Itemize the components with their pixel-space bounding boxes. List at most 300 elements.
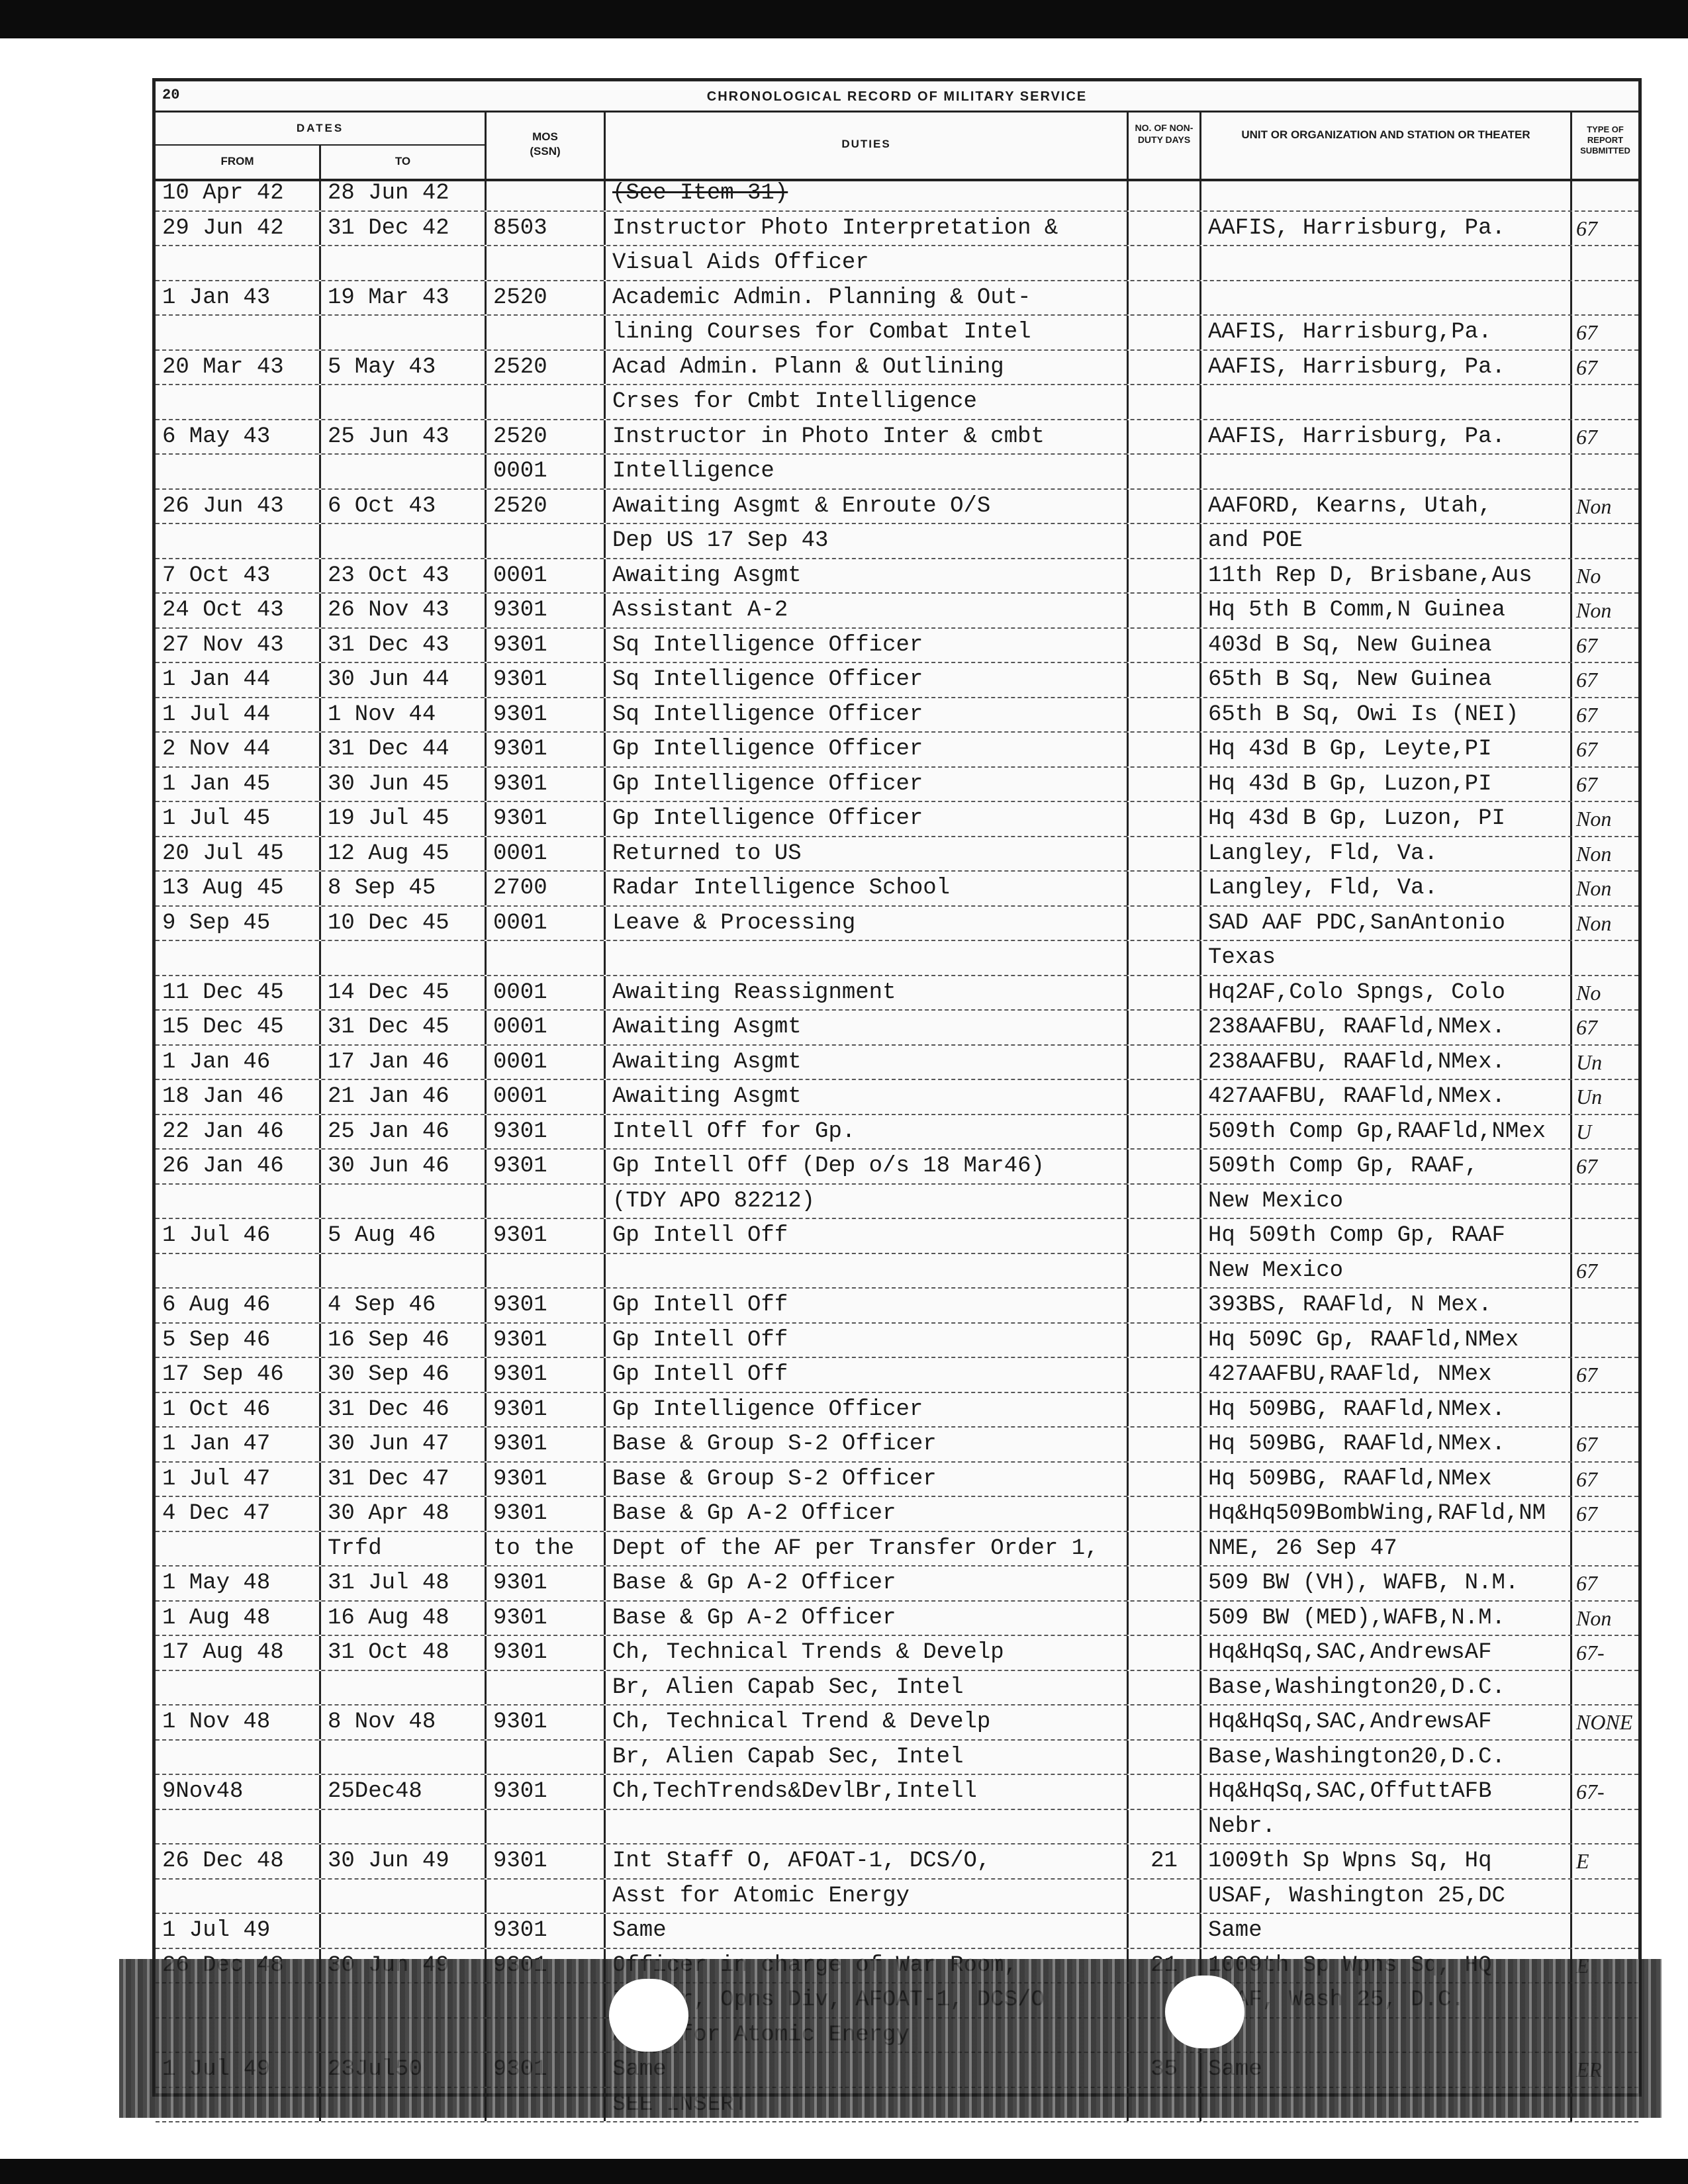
cell-mos: 0001 [487, 837, 606, 871]
table-row [156, 559, 1638, 594]
cell-to: 12 Aug 45 [321, 837, 487, 871]
header-non-duty-days: NO. OF NON-DUTY DAYS [1129, 113, 1201, 179]
cell-duties: Base & Gp A-2 Officer [606, 1602, 1129, 1635]
cell-duties: Gp Intelligence Officer [606, 1393, 1129, 1427]
cell-from [156, 1185, 321, 1218]
cell-report-type [1572, 1810, 1638, 1844]
cell-duties: Crses for Cmbt Intelligence [606, 385, 1129, 419]
cell-non-duty-days [1129, 1046, 1201, 1079]
cell-mos: 9301 [487, 1636, 606, 1670]
cell-to: 30 Jun 49 [321, 1844, 487, 1878]
cell-unit-station: NME, 26 Sep 47 [1201, 1532, 1572, 1566]
cell-from: 1 Aug 48 [156, 1602, 321, 1635]
cell-from: 4 Dec 47 [156, 1497, 321, 1531]
header-unit-station: UNIT OR ORGANIZATION AND STATION OR THEATER [1201, 113, 1572, 179]
cell-unit-station: 65th B Sq, Owi Is (NEI) [1201, 698, 1572, 732]
cell-non-duty-days [1129, 385, 1201, 419]
cell-to: 21 Jan 46 [321, 1080, 487, 1114]
cell-non-duty-days [1129, 1775, 1201, 1809]
cell-from: 1 May 48 [156, 1567, 321, 1600]
cell-unit-station: 509th Comp Gp,RAAFld,NMex [1201, 1115, 1572, 1149]
cell-from: 1 Jan 43 [156, 281, 321, 315]
cell-unit-station [1201, 246, 1572, 280]
cell-unit-station: 238AAFBU, RAAFld,NMex. [1201, 1011, 1572, 1044]
cell-mos: 9301 [487, 1428, 606, 1461]
cell-non-duty-days [1129, 1324, 1201, 1357]
cell-from [156, 1810, 321, 1844]
cell-report-type: Non [1576, 841, 1612, 866]
cell-mos: 0001 [487, 976, 606, 1010]
cell-non-duty-days [1129, 1358, 1201, 1392]
cell-mos [487, 1185, 606, 1218]
cell-report-type: E [1576, 1849, 1589, 1873]
cell-duties [606, 941, 1129, 975]
cell-to: 16 Aug 48 [321, 1602, 487, 1635]
cell-non-duty-days [1129, 872, 1201, 905]
cell-unit-station: 403d B Sq, New Guinea [1201, 629, 1572, 662]
cell-from: 1 Jan 47 [156, 1428, 321, 1461]
cell-mos [487, 1741, 606, 1774]
cell-mos: 0001 [487, 1080, 606, 1114]
cell-report-type [1572, 1914, 1638, 1948]
table-row [156, 1393, 1638, 1428]
cell-to: 26 Nov 43 [321, 594, 487, 627]
cell-non-duty-days [1129, 1219, 1201, 1253]
cell-to: 30 Jun 45 [321, 768, 487, 801]
cell-mos: 2520 [487, 351, 606, 385]
cell-mos: 9301 [487, 1289, 606, 1322]
table-row [156, 1358, 1638, 1393]
cell-mos: 9301 [487, 629, 606, 662]
cell-to: 8 Nov 48 [321, 1706, 487, 1739]
cell-non-duty-days [1129, 1671, 1201, 1705]
cell-report-type: No [1576, 563, 1601, 588]
table-row [156, 1602, 1638, 1637]
cell-report-type: 67 [1576, 1363, 1597, 1387]
cell-report-type: Non [1576, 876, 1612, 900]
cell-to: 23 Oct 43 [321, 559, 487, 593]
cell-mos: 2520 [487, 281, 606, 315]
cell-duties: Gp Intelligence Officer [606, 802, 1129, 836]
cell-from: 1 Jan 46 [156, 1046, 321, 1079]
cell-unit-station: and POE [1201, 524, 1572, 558]
cell-mos: 9301 [487, 1914, 606, 1948]
cell-report-type [1572, 941, 1638, 975]
cell-report-type: Non [1576, 494, 1612, 518]
cell-non-duty-days [1129, 1463, 1201, 1496]
cell-mos [487, 316, 606, 349]
header-mos [487, 113, 606, 179]
cell-to: 30 Jun 47 [321, 1428, 487, 1461]
cell-non-duty-days [1129, 1567, 1201, 1600]
cell-from: 1 Jul 44 [156, 698, 321, 732]
cell-duties: Radar Intelligence School [606, 872, 1129, 905]
cell-non-duty-days [1129, 1080, 1201, 1114]
cell-to: 6 Oct 43 [321, 490, 487, 523]
cell-to: 17 Jan 46 [321, 1046, 487, 1079]
cell-report-type: Non [1576, 807, 1612, 831]
cell-duties: Sq Intelligence Officer [606, 698, 1129, 732]
cell-duties: Academic Admin. Planning & Out- [606, 281, 1129, 315]
cell-to: 16 Sep 46 [321, 1324, 487, 1357]
cell-unit-station [1201, 455, 1572, 488]
cell-mos: 9301 [487, 1324, 606, 1357]
cell-report-type: 67 [1576, 668, 1597, 692]
cell-duties: Base & Group S-2 Officer [606, 1428, 1129, 1461]
cell-non-duty-days [1129, 246, 1201, 280]
table-row [156, 1706, 1638, 1741]
cell-duties: Base & Gp A-2 Officer [606, 1497, 1129, 1531]
cell-from: 1 Jan 44 [156, 663, 321, 697]
table-row [156, 212, 1638, 247]
table-row [156, 1497, 1638, 1532]
cell-unit-station: Hq 509BG, RAAFld,NMex [1201, 1463, 1572, 1496]
cell-from: 1 Oct 46 [156, 1393, 321, 1427]
cell-non-duty-days [1129, 1602, 1201, 1635]
cell-to: 31 Dec 47 [321, 1463, 487, 1496]
cell-mos: 9301 [487, 1219, 606, 1253]
cell-from: 26 Dec 48 [156, 1844, 321, 1878]
cell-non-duty-days [1129, 594, 1201, 627]
cell-unit-station: Hq 43d B Gp, Luzon, PI [1201, 802, 1572, 836]
cell-to: 31 Dec 46 [321, 1393, 487, 1427]
cell-from: 9 Sep 45 [156, 907, 321, 940]
cell-duties: Same [606, 1914, 1129, 1948]
cell-mos: 9301 [487, 1358, 606, 1392]
cell-duties: Instructor Photo Interpretation & [606, 212, 1129, 246]
cell-mos [487, 1810, 606, 1844]
cell-report-type: Un [1576, 1085, 1603, 1109]
table-row [156, 1254, 1638, 1289]
cell-mos: 9301 [487, 1150, 606, 1183]
cell-to: 10 Dec 45 [321, 907, 487, 940]
table-row [156, 1115, 1638, 1150]
cell-report-type: 67 [1576, 216, 1597, 240]
cell-from [156, 246, 321, 280]
cell-report-type: 67 [1576, 1571, 1597, 1595]
header-duties: DUTIES [606, 113, 1129, 179]
table-row [156, 246, 1638, 281]
cell-from [156, 524, 321, 558]
cell-unit-station [1201, 385, 1572, 419]
table-row [156, 733, 1638, 768]
cell-duties: Dept of the AF per Transfer Order 1, [606, 1532, 1129, 1566]
cell-unit-station: 509th Comp Gp, RAAF, [1201, 1150, 1572, 1183]
table-row [156, 1914, 1638, 1949]
cell-report-type: 67 [1576, 320, 1597, 344]
cell-non-duty-days [1129, 1150, 1201, 1183]
cell-unit-station: AAFIS, Harrisburg,Pa. [1201, 316, 1572, 349]
table-row [156, 1428, 1638, 1463]
cell-from: 20 Jul 45 [156, 837, 321, 871]
cell-mos: 9301 [487, 1115, 606, 1149]
cell-from [156, 1532, 321, 1566]
cell-to: 25Dec48 [321, 1775, 487, 1809]
cell-unit-station: Hq 5th B Comm,N Guinea [1201, 594, 1572, 627]
cell-from: 10 Apr 42 [156, 177, 321, 210]
cell-report-type: 67 [1576, 1015, 1597, 1039]
cell-duties: Dep US 17 Sep 43 [606, 524, 1129, 558]
cell-unit-station: Hq 43d B Gp, Leyte,PI [1201, 733, 1572, 766]
table-row [156, 281, 1638, 316]
cell-non-duty-days [1129, 733, 1201, 766]
cell-non-duty-days [1129, 490, 1201, 523]
cell-report-type: 67 [1576, 1154, 1597, 1178]
cell-duties: Awaiting Asgmt [606, 1046, 1129, 1079]
paper-hole [1165, 1976, 1244, 2048]
cell-unit-station: Hq2AF,Colo Spngs, Colo [1201, 976, 1572, 1010]
cell-unit-station: AAFIS, Harrisburg, Pa. [1201, 212, 1572, 246]
cell-report-type: 67- [1576, 1641, 1605, 1664]
cell-to: 31 Dec 43 [321, 629, 487, 662]
cell-duties: Asst for Atomic Energy [606, 1880, 1129, 1913]
cell-mos: 2520 [487, 490, 606, 523]
cell-mos [487, 1880, 606, 1913]
cell-to: 14 Dec 45 [321, 976, 487, 1010]
cell-report-type [1572, 1671, 1638, 1705]
cell-to [321, 246, 487, 280]
cell-to [321, 1914, 487, 1948]
cell-from: 26 Jun 43 [156, 490, 321, 523]
cell-non-duty-days [1129, 1185, 1201, 1218]
header-dates [156, 113, 487, 179]
cell-unit-station: SAD AAF PDC,SanAntonio [1201, 907, 1572, 940]
cell-report-type: 67 [1576, 702, 1597, 727]
cell-mos: to the [487, 1532, 606, 1566]
cell-mos: 0001 [487, 1046, 606, 1079]
cell-to: 31 Dec 44 [321, 733, 487, 766]
table-row [156, 177, 1638, 212]
table-row [156, 802, 1638, 837]
cell-duties: Gp Intelligence Officer [606, 733, 1129, 766]
header-dates-label: DATES [156, 113, 485, 146]
header-from: FROM [156, 146, 321, 177]
cell-from: 11 Dec 45 [156, 976, 321, 1010]
cell-duties: Returned to US [606, 837, 1129, 871]
cell-non-duty-days [1129, 1741, 1201, 1774]
cell-unit-station: 509 BW (MED),WAFB,N.M. [1201, 1602, 1572, 1635]
scan-bottom-border [0, 2159, 1688, 2184]
cell-mos [487, 524, 606, 558]
cell-from: 1 Jul 47 [156, 1463, 321, 1496]
cell-duties: (See Item 31) [606, 177, 1129, 210]
table-row [156, 1532, 1638, 1567]
cell-duties: Int Staff O, AFOAT-1, DCS/O, [606, 1844, 1129, 1878]
cell-non-duty-days [1129, 212, 1201, 246]
cell-duties: (TDY APO 82212) [606, 1185, 1129, 1218]
cell-report-type: Non [1576, 598, 1612, 622]
cell-from: 22 Jan 46 [156, 1115, 321, 1149]
table-row [156, 1567, 1638, 1602]
cell-unit-station: Hq&HqSq,SAC,AndrewsAF [1201, 1636, 1572, 1670]
cell-non-duty-days [1129, 698, 1201, 732]
cell-duties: Awaiting Asgmt & Enroute O/S [606, 490, 1129, 523]
cell-from: 1 Jan 45 [156, 768, 321, 801]
table-row [156, 941, 1638, 976]
scan-dark-edge [119, 1959, 1662, 2118]
cell-unit-station: 393BS, RAAFld, N Mex. [1201, 1289, 1572, 1322]
cell-mos: 8503 [487, 212, 606, 246]
cell-unit-station: Texas [1201, 941, 1572, 975]
cell-non-duty-days [1129, 1497, 1201, 1531]
cell-mos: 0001 [487, 1011, 606, 1044]
cell-report-type [1572, 281, 1638, 315]
cell-unit-station: 1009th Sp Wpns Sq, Hq [1201, 1844, 1572, 1878]
cell-unit-station: 427AAFBU,RAAFld, NMex [1201, 1358, 1572, 1392]
cell-mos: 9301 [487, 1393, 606, 1427]
table-row [156, 1741, 1638, 1776]
cell-unit-station: Hq 509BG, RAAFld,NMex. [1201, 1428, 1572, 1461]
cell-mos: 9301 [487, 802, 606, 836]
cell-mos [487, 385, 606, 419]
cell-mos: 0001 [487, 907, 606, 940]
cell-duties: Base & Group S-2 Officer [606, 1463, 1129, 1496]
cell-unit-station: Nebr. [1201, 1810, 1572, 1844]
cell-duties: Intelligence [606, 455, 1129, 488]
cell-from: 26 Jan 46 [156, 1150, 321, 1183]
cell-to [321, 941, 487, 975]
cell-duties: Base & Gp A-2 Officer [606, 1567, 1129, 1600]
cell-report-type [1572, 1219, 1638, 1253]
cell-mos: 0001 [487, 559, 606, 593]
cell-report-type [1572, 1880, 1638, 1913]
cell-non-duty-days [1129, 524, 1201, 558]
cell-report-type [1572, 1289, 1638, 1322]
cell-mos: 2700 [487, 872, 606, 905]
cell-mos [487, 1254, 606, 1288]
cell-to [321, 385, 487, 419]
cell-non-duty-days [1129, 1810, 1201, 1844]
cell-unit-station: 65th B Sq, New Guinea [1201, 663, 1572, 697]
table-row [156, 663, 1638, 698]
cell-from [156, 316, 321, 349]
cell-from: 20 Mar 43 [156, 351, 321, 385]
cell-from: 1 Jul 49 [156, 1914, 321, 1948]
cell-duties: Awaiting Asgmt [606, 1080, 1129, 1114]
table-row [156, 1289, 1638, 1324]
cell-duties: Ch,TechTrends&DevlBr,Intell [606, 1775, 1129, 1809]
cell-report-type [1572, 1185, 1638, 1218]
cell-mos: 9301 [487, 1602, 606, 1635]
cell-mos: 9301 [487, 1775, 606, 1809]
cell-to: 31 Jul 48 [321, 1567, 487, 1600]
cell-mos: 9301 [487, 1706, 606, 1739]
cell-duties: Gp Intell Off [606, 1324, 1129, 1357]
cell-to: 1 Nov 44 [321, 698, 487, 732]
table-row [156, 1080, 1638, 1115]
cell-from: 1 Jul 45 [156, 802, 321, 836]
table-row [156, 1636, 1638, 1671]
table-row [156, 837, 1638, 872]
cell-non-duty-days [1129, 1880, 1201, 1913]
form-number: 20 [162, 87, 180, 103]
cell-non-duty-days [1129, 768, 1201, 801]
table-row [156, 629, 1638, 664]
header-mos-sub: (SSN) [530, 145, 561, 158]
cell-mos: 9301 [487, 768, 606, 801]
cell-from [156, 1671, 321, 1705]
cell-duties: Intell Off for Gp. [606, 1115, 1129, 1149]
cell-mos [487, 246, 606, 280]
cell-report-type: 67 [1576, 424, 1597, 449]
cell-unit-station: New Mexico [1201, 1254, 1572, 1288]
cell-report-type: 67 [1576, 1467, 1597, 1491]
table-row [156, 1324, 1638, 1359]
service-record-form [152, 78, 1642, 2097]
cell-duties: Acad Admin. Plann & Outlining [606, 351, 1129, 385]
table-row [156, 907, 1638, 942]
table-row [156, 490, 1638, 525]
table-row [156, 420, 1638, 455]
cell-from: 7 Oct 43 [156, 559, 321, 593]
cell-duties: Assistant A-2 [606, 594, 1129, 627]
cell-duties: Awaiting Reassignment [606, 976, 1129, 1010]
cell-to: 8 Sep 45 [321, 872, 487, 905]
cell-report-type: 67 [1576, 633, 1597, 657]
cell-report-type: 67 [1576, 1432, 1597, 1456]
cell-from: 27 Nov 43 [156, 629, 321, 662]
table-row [156, 316, 1638, 351]
table-row [156, 1671, 1638, 1706]
table-row [156, 1011, 1638, 1046]
cell-mos [487, 941, 606, 975]
cell-from: 18 Jan 46 [156, 1080, 321, 1114]
cell-duties: Gp Intell Off (Dep o/s 18 Mar46) [606, 1150, 1129, 1183]
header-mos-label: MOS [532, 130, 558, 143]
cell-to: 30 Apr 48 [321, 1497, 487, 1531]
cell-non-duty-days [1129, 629, 1201, 662]
cell-non-duty-days [1129, 1706, 1201, 1739]
cell-to: 19 Jul 45 [321, 802, 487, 836]
table-row [156, 351, 1638, 386]
cell-to [321, 1810, 487, 1844]
table-row [156, 385, 1638, 420]
cell-duties: Sq Intelligence Officer [606, 663, 1129, 697]
cell-non-duty-days [1129, 351, 1201, 385]
cell-non-duty-days [1129, 1115, 1201, 1149]
cell-mos: 9301 [487, 698, 606, 732]
cell-report-type: 67 [1576, 1258, 1597, 1283]
cell-to [321, 1741, 487, 1774]
cell-unit-station: Langley, Fld, Va. [1201, 872, 1572, 905]
cell-mos: 9301 [487, 594, 606, 627]
cell-unit-station: USAF, Washington 25,DC [1201, 1880, 1572, 1913]
header-report-type: TYPE OF REPORT SUBMITTED [1580, 124, 1630, 156]
cell-report-type [1572, 385, 1638, 419]
cell-duties [606, 1254, 1129, 1288]
table-row [156, 1046, 1638, 1081]
cell-mos: 9301 [487, 1497, 606, 1531]
cell-non-duty-days [1129, 281, 1201, 315]
table-row [156, 1185, 1638, 1220]
form-title: CHRONOLOGICAL RECORD OF MILITARY SERVICE [706, 89, 1088, 104]
header-to: TO [395, 155, 411, 167]
cell-duties: Br, Alien Capab Sec, Intel [606, 1671, 1129, 1705]
cell-report-type: Un [1576, 1050, 1603, 1074]
table-row [156, 1844, 1638, 1880]
cell-to: 19 Mar 43 [321, 281, 487, 315]
cell-from: 17 Sep 46 [156, 1358, 321, 1392]
cell-to: 30 Sep 46 [321, 1358, 487, 1392]
cell-to: 31 Dec 42 [321, 212, 487, 246]
cell-to: 25 Jan 46 [321, 1115, 487, 1149]
cell-to [321, 455, 487, 488]
cell-report-type [1572, 1532, 1638, 1566]
table-row [156, 976, 1638, 1011]
cell-to [321, 1671, 487, 1705]
cell-report-type [1572, 524, 1638, 558]
cell-non-duty-days [1129, 177, 1201, 210]
